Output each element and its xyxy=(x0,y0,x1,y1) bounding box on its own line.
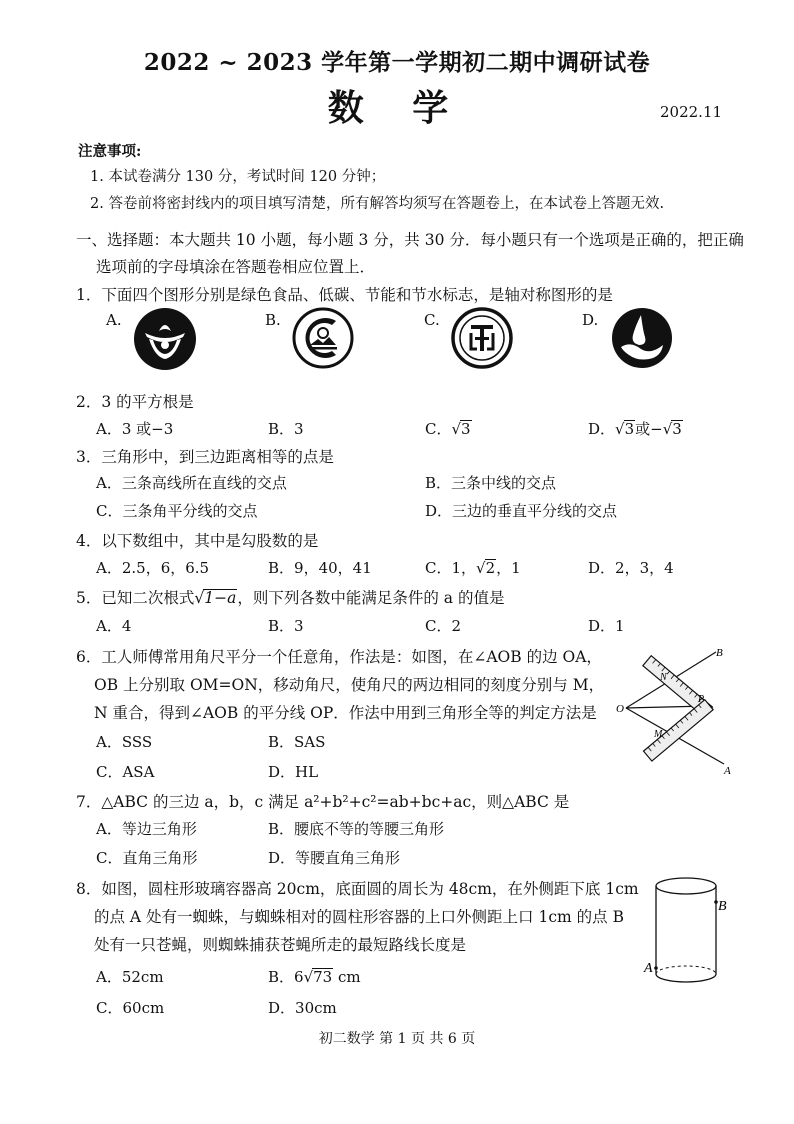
q1-stem: 1．下面四个图形分别是绿色食品、低碳、节能和节水标志，是轴对称图形的是 xyxy=(76,286,613,304)
q6-option-b: B．SAS xyxy=(268,733,326,751)
q4-option-a: A．2.5，6，6.5 xyxy=(96,559,210,577)
q3-option-b: B．三条中线的交点 xyxy=(425,474,557,492)
q6-label-p: P xyxy=(698,694,705,705)
water-saving-logo-icon xyxy=(611,307,673,369)
q6-angle-ruler-figure xyxy=(612,640,742,780)
q8-stem-line1: 8．如图，圆柱形玻璃容器高 20cm，底面圆的周长为 48cm，在外侧距下底 1cm xyxy=(76,880,639,898)
q6-option-c: C．ASA xyxy=(96,763,155,781)
q4-option-d: D．2，3，4 xyxy=(588,559,674,577)
exam-title: 2022 ~ 2023 学年第一学期初二期中调研试卷 xyxy=(143,49,651,76)
section1-line1: 一、选择题：本大题共 10 小题，每小题 3 分，共 30 分．每小题只有一个选项是正确的，把正确 xyxy=(76,231,744,249)
q3-option-c: C．三条角平分线的交点 xyxy=(96,502,258,520)
q8-option-a: A．52cm xyxy=(96,968,164,986)
q7-option-c: C．直角三角形 xyxy=(96,849,198,867)
q7-option-d: D．等腰直角三角形 xyxy=(268,849,401,867)
q6-stem-line1: 6．工人师傅常用角尺平分一个任意角，作法是：如图，在∠AOB 的边 OA， xyxy=(76,648,602,666)
notice-heading: 注意事项: xyxy=(78,143,142,160)
q8-option-c: C．60cm xyxy=(96,999,165,1017)
q8-option-b: B．6√73 cm xyxy=(268,968,361,986)
page-footer: 初二数学 第 1 页 共 6 页 xyxy=(318,1031,476,1047)
q7-stem: 7．△ABC 的三边 a，b，c 满足 a²+b²+c²=ab+bc+ac，则△ABC 是 xyxy=(76,793,570,811)
q2-option-c: C．√3 xyxy=(425,420,471,438)
q5-option-c: C．2 xyxy=(425,617,462,635)
q6-label-o: O xyxy=(616,703,624,715)
q8-stem-line3: 处有一只苍蝇，则蜘蛛捕获苍蝇所走的最短路线长度是 xyxy=(94,936,467,954)
q1-label-a: A. xyxy=(106,311,122,329)
q5-option-d: D．1 xyxy=(588,617,625,635)
q1-label-b: B. xyxy=(265,311,281,329)
q3-option-d: D．三边的垂直平分线的交点 xyxy=(425,502,618,520)
q8-stem-line2: 的点 A 处有一蜘蛛，与蜘蛛相对的圆柱形容器的上口外侧距上口 1cm 的点 B xyxy=(94,908,624,926)
q4-option-b: B．9，40，41 xyxy=(268,559,372,577)
subject-title: 数 学 xyxy=(327,87,467,129)
q3-option-a: A．三条高线所在直线的交点 xyxy=(96,474,287,492)
energy-saving-logo-icon xyxy=(451,307,513,369)
q2-option-b: B．3 xyxy=(268,420,304,438)
q8-label-a: A xyxy=(644,961,653,976)
q5-stem: 5．已知二次根式√1−a，则下列各数中能满足条件的 a 的值是 xyxy=(76,589,505,607)
q2-option-d: D．√3或−√3 xyxy=(588,420,682,438)
q4-stem: 4．以下数组中，其中是勾股数的是 xyxy=(76,532,319,550)
q8-option-d: D．30cm xyxy=(268,999,337,1017)
q8-label-b: B xyxy=(718,899,727,914)
q6-option-a: A．SSS xyxy=(96,733,153,751)
q2-stem: 2．3 的平方根是 xyxy=(76,393,194,411)
q6-label-m: M xyxy=(654,729,663,740)
q1-label-c: C. xyxy=(424,311,440,329)
q7-option-a: A．等边三角形 xyxy=(96,820,197,838)
q6-option-d: D．HL xyxy=(268,763,319,781)
section1-line2: 选项前的字母填涂在答题卷相应位置上． xyxy=(96,258,376,276)
low-carbon-logo-icon xyxy=(292,307,354,369)
q6-label-n: N xyxy=(660,672,667,683)
q2-option-a: A．3 或−3 xyxy=(96,420,174,438)
q6-stem-line3: N 重合，得到∠AOB 的平分线 OP．作法中用到三角形全等的判定方法是 xyxy=(94,704,597,722)
exam-date: 2022.11 xyxy=(660,103,723,121)
q5-option-a: A．4 xyxy=(96,617,132,635)
q3-stem: 3．三角形中，到三边距离相等的点是 xyxy=(76,448,334,466)
q8-cylinder-figure xyxy=(640,872,740,990)
q6-label-a: A xyxy=(724,765,731,777)
notice-item-2: 2. 答卷前将密封线内的项目填写清楚，所有解答均须写在答题卷上，在本试卷上答题无效. xyxy=(90,196,665,212)
notice-item-1: 1. 本试卷满分 130 分，考试时间 120 分钟； xyxy=(90,169,386,185)
q7-option-b: B．腰底不等的等腰三角形 xyxy=(268,820,445,838)
q6-stem-line2: OB 上分别取 OM=ON，移动角尺，使角尺的两边相同的刻度分别与 M， xyxy=(94,676,605,694)
q1-label-d: D. xyxy=(582,311,599,329)
green-food-logo-icon xyxy=(133,307,197,371)
q6-label-b: B xyxy=(716,647,723,659)
q5-option-b: B．3 xyxy=(268,617,304,635)
q4-option-c: C．1，√2，1 xyxy=(425,559,521,577)
